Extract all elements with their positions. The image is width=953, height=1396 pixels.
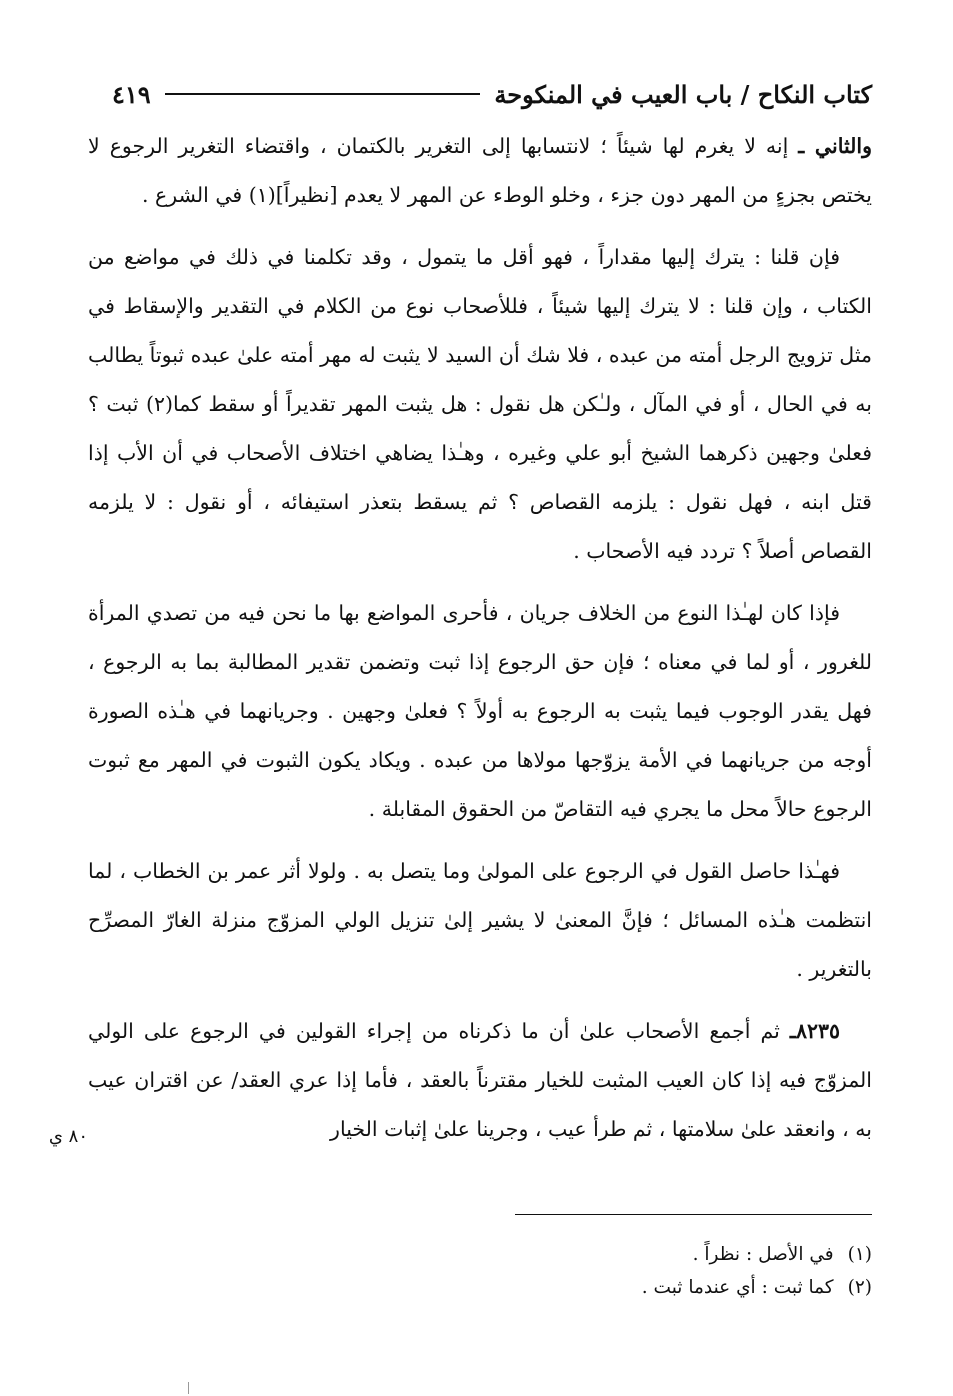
footnote — [200, 1271, 872, 1304]
footnotes — [200, 1238, 872, 1304]
footnote-number: (٢) — [847, 1277, 872, 1298]
header-rule — [165, 93, 481, 95]
chapter-title: كتاب النكاح / باب العيب في المنكوحة — [494, 79, 872, 109]
paragraph-text: فإذا كان لهـٰذا النوع من الخلاف جريان ، فأحرى المواضع بها ما نحن فيه من تصدي المرأة للغرور ، أو لما في معناه ؛ فإن حق الرجوع إذا ثبت وتضمن تقدير المطالبة بما به الرجوع ، فهل يقدر الوجوب فيما يثبت به الرجوع به أولاً ؟ فعلىٰ وجهين . وجريانهما في هـٰذه الصورة أوجه من جريانهما في الأمة يزوّجها مولاها من عبده . ويكاد يكون الثبوت في المهر مع ثبوت الرجوع حالاً محل ما يجري فيه التقاصّ من الحقوق المقابلة . — [88, 601, 872, 821]
footnote — [200, 1238, 872, 1271]
manuscript-folio-note: ٨٠ ي — [48, 1126, 88, 1147]
paragraph-text: فهـٰذا حاصل القول في الرجوع على المولىٰ وما يتصل به . ولولا أثر عمر بن الخطاب ، لما انتظمت هـٰذه المسائل ؛ فإنَّ المعنىٰ لا يشير إلىٰ تنزيل الولي المزوّج منزلة الغارّ المصرِّح بالتغرير . — [88, 859, 872, 981]
footnote-number: (١) — [847, 1244, 872, 1265]
paragraph-text: فإن قلنا : يترك إليها مقداراً ، فهو أقل ما يتمول ، وقد تكلمنا في ذلك في مواضع من الكتاب ، وإن قلنا : لا يترك إليها شيئاً ، فللأصحاب نوع من الكلام في التقدير والإسقاط في مثل تزويج الرجل أمته من عبده ، فلا شك أن السيد لا يثبت له مهر أمته علىٰ عبده ثبوتاً يطالب به في الحال ، أو في المآل ، ولـٰكن هل نقول : هل يثبت المهر تقديراً أو سقط كما(٢) ثبت ؟ فعلىٰ وجهين ذكرهما الشيخ أبو علي وغيره ، وهـٰذا يضاهي اختلاف الأصحاب في أن الأب إذا قتل ابنه ، فهل نقول : يلزمه القصاص ؟ ثم يسقط بتعذر استيفائه ، أو نقول : لا يلزمه القصاص أصلاً ؟ تردد فيه الأصحاب . — [88, 245, 873, 563]
paragraph — [88, 847, 872, 994]
page-number: ٤١٩ — [112, 79, 151, 109]
paragraph-text: إنه لا يغرم لها شيئاً ؛ لانتسابها إلى التغرير بالكتمان ، واقتضاء التغرير الرجوع لا يختص بجزءٍ من المهر دون جزء ، وخلو الوطء عن المهر لا يعدم [نظيراً](١) في الشرع . — [88, 134, 872, 207]
paragraph — [88, 233, 872, 576]
running-header — [112, 72, 872, 116]
paragraph — [88, 589, 872, 834]
footnote-text: كما ثبت : أي عندما ثبت . — [641, 1277, 834, 1298]
scan-mark — [188, 1382, 189, 1394]
paragraph-lead: والثاني ـ — [798, 134, 872, 158]
paragraph — [88, 122, 872, 220]
paragraph-text: ثم أجمع الأصحاب علىٰ أن ما ذكرناه من إجراء القولين في الرجوع على الولي المزوّج فيه إذا كان العيب المثبت للخيار مقترناً بالعقد ، فأما إذا عري العقد/ عن اقتران عيب به ، وانعقد علىٰ سلامتها ، ثم طرأ عيب ، وجرينا علىٰ إثبات الخيار — [88, 1019, 872, 1141]
section-number: ٨٢٣٥ـ — [789, 1019, 840, 1043]
main-text — [88, 122, 872, 1167]
footnote-text: في الأصل : نظراً . — [692, 1244, 834, 1265]
paragraph — [88, 1007, 872, 1154]
footnote-separator — [515, 1214, 872, 1215]
